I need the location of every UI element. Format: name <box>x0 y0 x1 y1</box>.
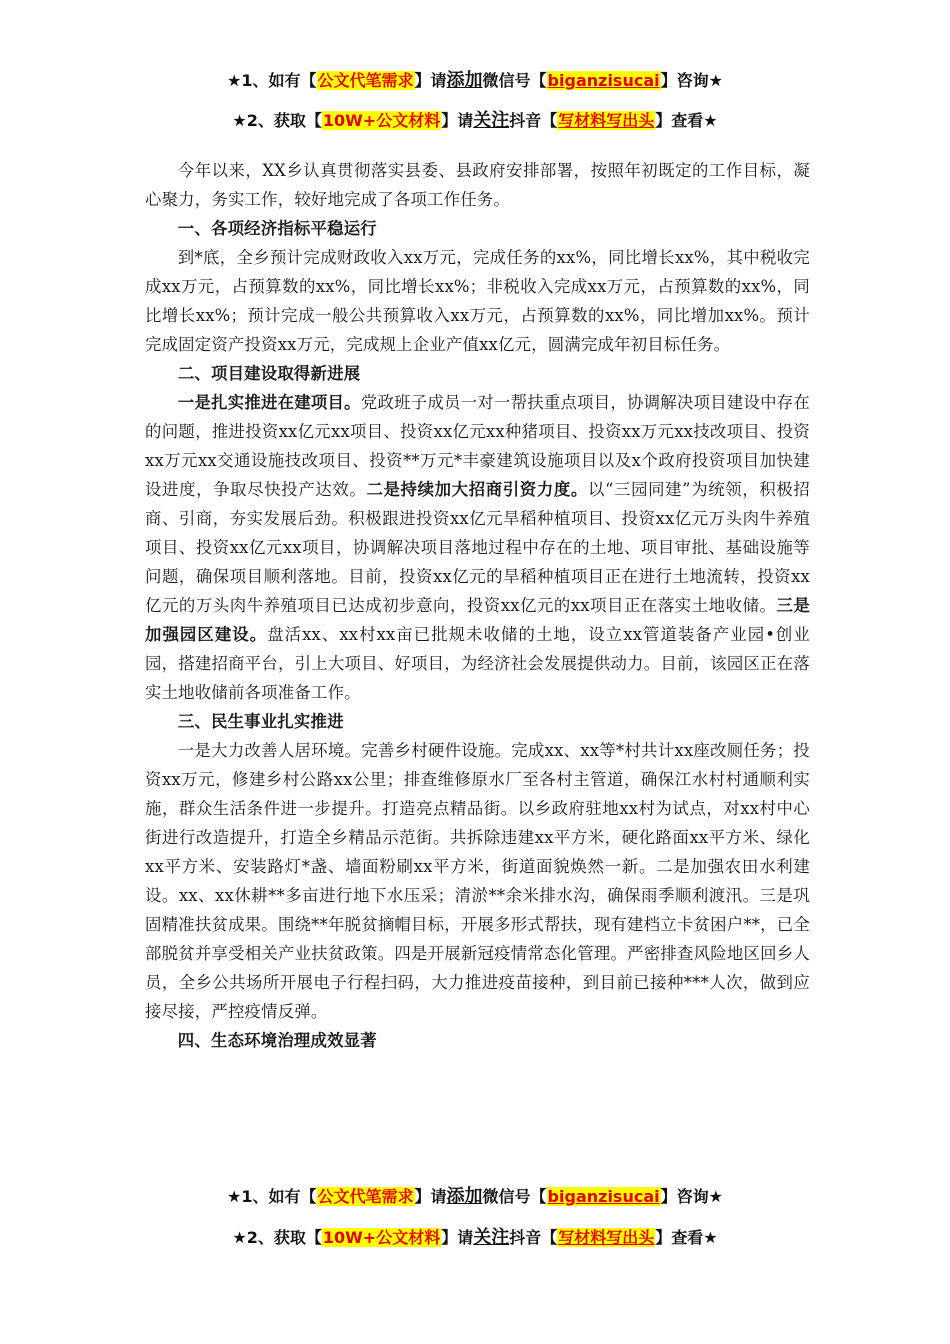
banner-text: ★1、如有【 <box>227 71 317 90</box>
banner-text: ★2、获取【 <box>232 1228 322 1247</box>
paragraph-livelihood: 一是大力改善人居环境。完善乡村硬件设施。完成xx、xx等*村共计xx座改厕任务；投资xx万元，修建乡村公路xx公里；排查维修原水厂至各村主管道，确保江水村村通顺利实施，群众生活条件进一步提升。打造亮点精品街。以乡政府驻地xx村为试点，对xx村中心街进行改造提升，打造全乡精品示范街。共拆除违建xx平方米，硬化路面xx平方米、绿化xx平方米、安装路灯*盏、墙面粉刷xx平方米，街道面貌焕然一新。二是加强农田水利建设。xx、xx休耕**多亩进行地下水压采；清淤**余米排水沟，确保雨季顺利渡汛。三是巩固精准扶贫成果。围绕**年脱贫摘帽目标，开展多形式帮扶，现有建档立卡贫困户**，已全部脱贫并享受相关产业扶贫政策。四是开展新冠疫情常态化管理。严密排查风险地区回乡人员，全乡公共场所开展电子行程扫码，大力推进疫苗接种，到目前已接种***人次，做到应接尽接，严控疫情反弹。 <box>145 741 810 1021</box>
banner-text: 】请 <box>441 111 474 130</box>
banner-text: 微信号【 <box>482 1187 547 1206</box>
douyin-account-link[interactable]: 写材料写出头 <box>558 111 655 130</box>
banner-underline: 关注 <box>473 1227 510 1248</box>
section-heading-1: 一、各项经济指标平稳运行 <box>177 219 377 238</box>
banner-highlight: 公文代笔需求 <box>317 1187 414 1206</box>
section-heading-4: 四、生态环境治理成效显著 <box>177 1031 377 1050</box>
wechat-id-link[interactable]: biganzisucai <box>547 71 660 90</box>
banner-highlight: 10W+公文材料 <box>322 111 441 130</box>
banner-text: ★1、如有【 <box>227 1187 317 1206</box>
paragraph-text: 盘活xx、xx村xx亩已批规未收储的土地，设立xx管道装备产业园•创业园，搭建招商平台，引上大项目、好项目，为经济社会发展提供动力。目前，该园区正在落实土地收储前各项准备工作。 <box>145 625 810 702</box>
document-body <box>145 156 810 1055</box>
promo-banner-bottom-2 <box>0 1227 950 1249</box>
paragraph-text: 以“三园同建”为统领，积极招商、引商，夯实发展后劲。积极跟进投资xx亿元旱稻种植项目、投资xx亿元万头肉牛养殖项目、投资xx亿元xx项目，协调解决项目落地过程中存在的土地、项目审批、基础设施等问题，确保项目顺利落地。目前，投资xx亿元的旱稻种植项目正在进行土地流转，投资xx亿元的万头肉牛养殖项目已达成初步意向，投资xx亿元的xx项目正在落实土地收储。 <box>145 480 811 615</box>
banner-text: 】请 <box>414 71 447 90</box>
banner-underline: 关注 <box>473 110 510 131</box>
banner-text: 】请 <box>441 1228 474 1247</box>
intro-paragraph: 今年以来，XX乡认真贯彻落实县委、县政府安排部署，按照年初既定的工作目标，凝心聚力，务实工作，较好地完成了各项工作任务。 <box>145 161 810 209</box>
banner-text: 抖音【 <box>509 1228 558 1247</box>
promo-banner-top-1 <box>0 70 950 92</box>
banner-highlight: 公文代笔需求 <box>317 71 414 90</box>
bold-lead: 三是加强园区建设。 <box>145 596 810 644</box>
douyin-account-link[interactable]: 写材料写出头 <box>558 1228 655 1247</box>
banner-text: 】查看★ <box>655 111 718 130</box>
banner-text: 】查看★ <box>655 1228 718 1247</box>
promo-banner-bottom-1 <box>0 1186 950 1208</box>
paragraph-text: 党政班子成员一对一帮扶重点项目，协调解决项目建设中存在的问题，推进投资xx亿元xx项目、投资xx亿元xx种猪项目、投资xx万元xx技改项目、投资xx万元xx交通设施技改项目、投资**万元*丰豪建筑设施项目以及x个政府投资项目加快建设进度，争取尽快投产达效。 <box>145 393 811 499</box>
banner-text: ★2、获取【 <box>232 111 322 130</box>
bold-lead: 二是持续加大招商引资力度。 <box>366 480 588 499</box>
banner-underline: 添加 <box>446 70 483 91</box>
banner-text: 】请 <box>414 1187 447 1206</box>
banner-text: 抖音【 <box>509 111 558 130</box>
paragraph-projects <box>145 388 810 707</box>
banner-text: 微信号【 <box>482 71 547 90</box>
promo-banner-top-2 <box>0 110 950 132</box>
wechat-id-link[interactable]: biganzisucai <box>547 1187 660 1206</box>
bold-lead: 一是扎实推进在建项目。 <box>177 393 361 412</box>
banner-text: 】咨询★ <box>660 1187 723 1206</box>
banner-underline: 添加 <box>446 1186 483 1207</box>
banner-highlight: 10W+公文材料 <box>322 1228 441 1247</box>
banner-text: 】咨询★ <box>660 71 723 90</box>
section-heading-2: 二、项目建设取得新进展 <box>177 364 361 383</box>
paragraph-economy: 到*底，全乡预计完成财政收入xx万元，完成任务的xx%，同比增长xx%，其中税收完成xx万元，占预算数的xx%，同比增长xx%；非税收入完成xx万元，占预算数的xx%，同比增长xx%；预计完成一般公共预算收入xx万元，占预算数的xx%，同比增加xx%。预计完成固定资产投资xx万元，完成规上企业产值xx亿元，圆满完成年初目标任务。 <box>145 248 810 354</box>
section-heading-3: 三、民生事业扎实推进 <box>177 712 344 731</box>
